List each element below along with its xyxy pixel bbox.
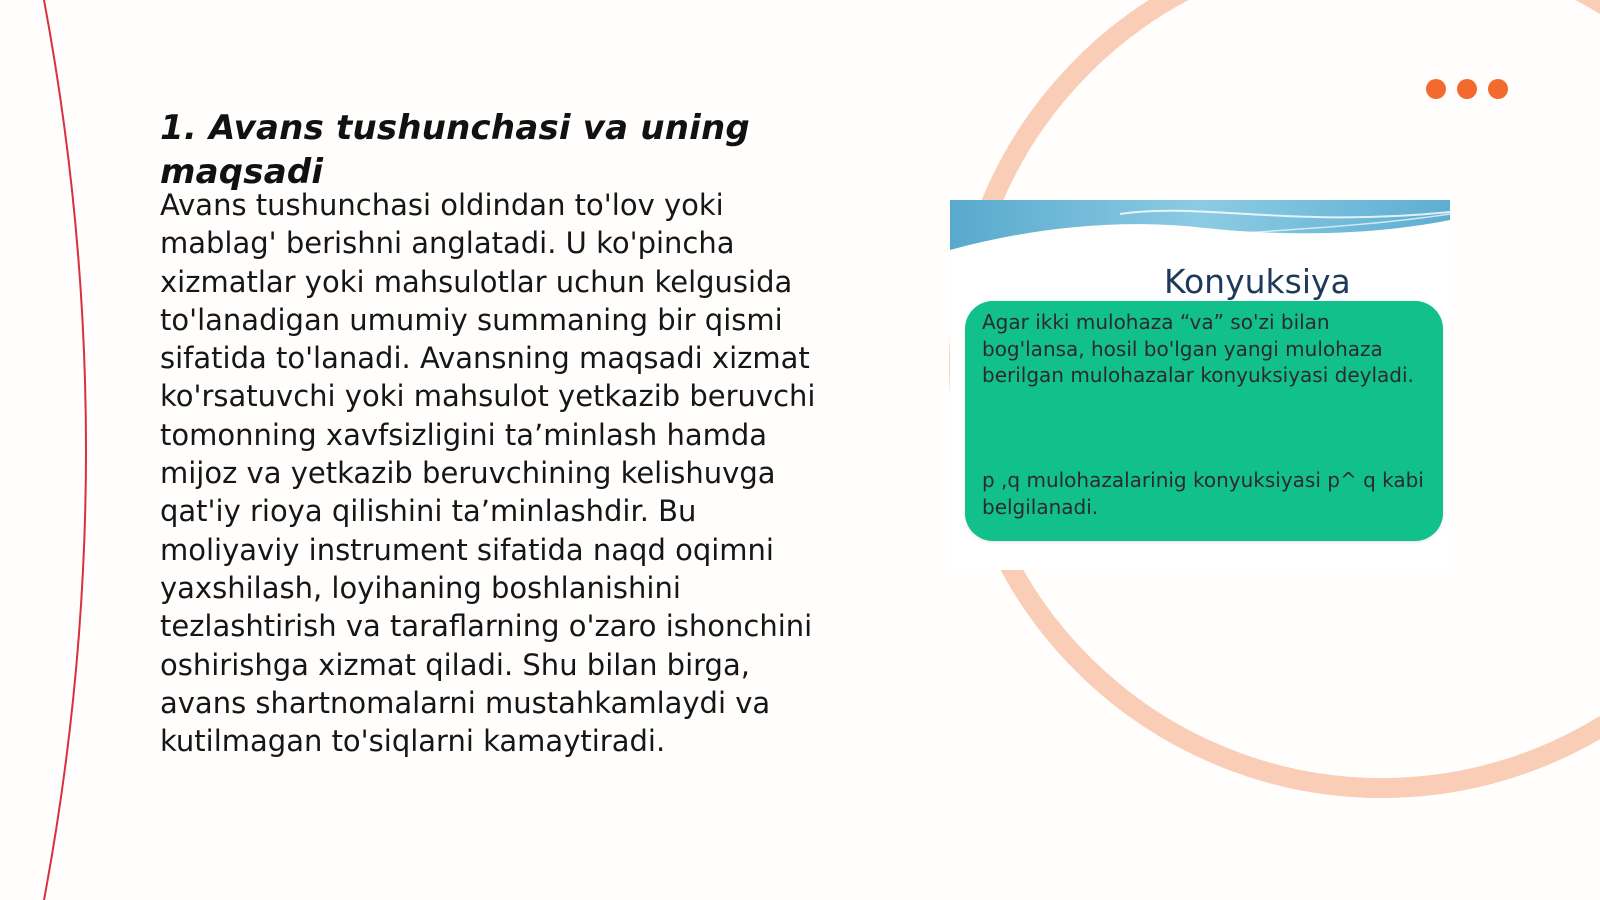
slide-title: 1. Avans tushunchasi va uning maqsadi (160, 108, 750, 192)
definition-box (965, 301, 1443, 541)
dot-1 (1426, 79, 1446, 99)
card-heading: Konyuksiya (1164, 262, 1351, 301)
dot-3 (1488, 79, 1508, 99)
notation-text: p ,q mulohazalarinig konyuksiyasi p^ q kabi belgilanadi. (982, 468, 1424, 519)
image-card (950, 200, 1450, 570)
slide-body-text: Avans tushunchasi oldindan to'lov yoki mablag' berishni anglatadi. U ko'pincha xizmatlar yoki mahsulotlar uchun kelgusida to'lanadigan umumiy summaning bir qismi sifatida to'lanadi. Avansning maqsadi xizmat ko'rsatuvchi yoki mahsulot yetkazib beruvchi tomonning xavfsizligini ta’minlash hamda mijoz va yetkazib beruvchining kelishuvga qat'iy rioya qilishini ta’minlashdir. Bu moliyaviy instrument sifatida naqd oqimni yaxshilash, loyihaning boshlanishini tezlashtirish va taraflarning o'zaro ishonchini oshirishga xizmat qiladi. Shu bilan birga, avans shartnomalarni mustahkamlaydi va kutilmagan to'siqlarni kamaytiradi. (160, 188, 816, 759)
card-wave-banner (950, 200, 1450, 258)
definition-text: Agar ikki mulohaza “va” so'zi bilan bog'lansa, hosil bo'lgan yangi mulohaza berilgan mulohazalar konyuksiyasi deyladi. (982, 310, 1414, 387)
left-accent-line (44, 0, 86, 900)
more-dots-icon (1426, 79, 1508, 99)
dot-2 (1457, 79, 1477, 99)
